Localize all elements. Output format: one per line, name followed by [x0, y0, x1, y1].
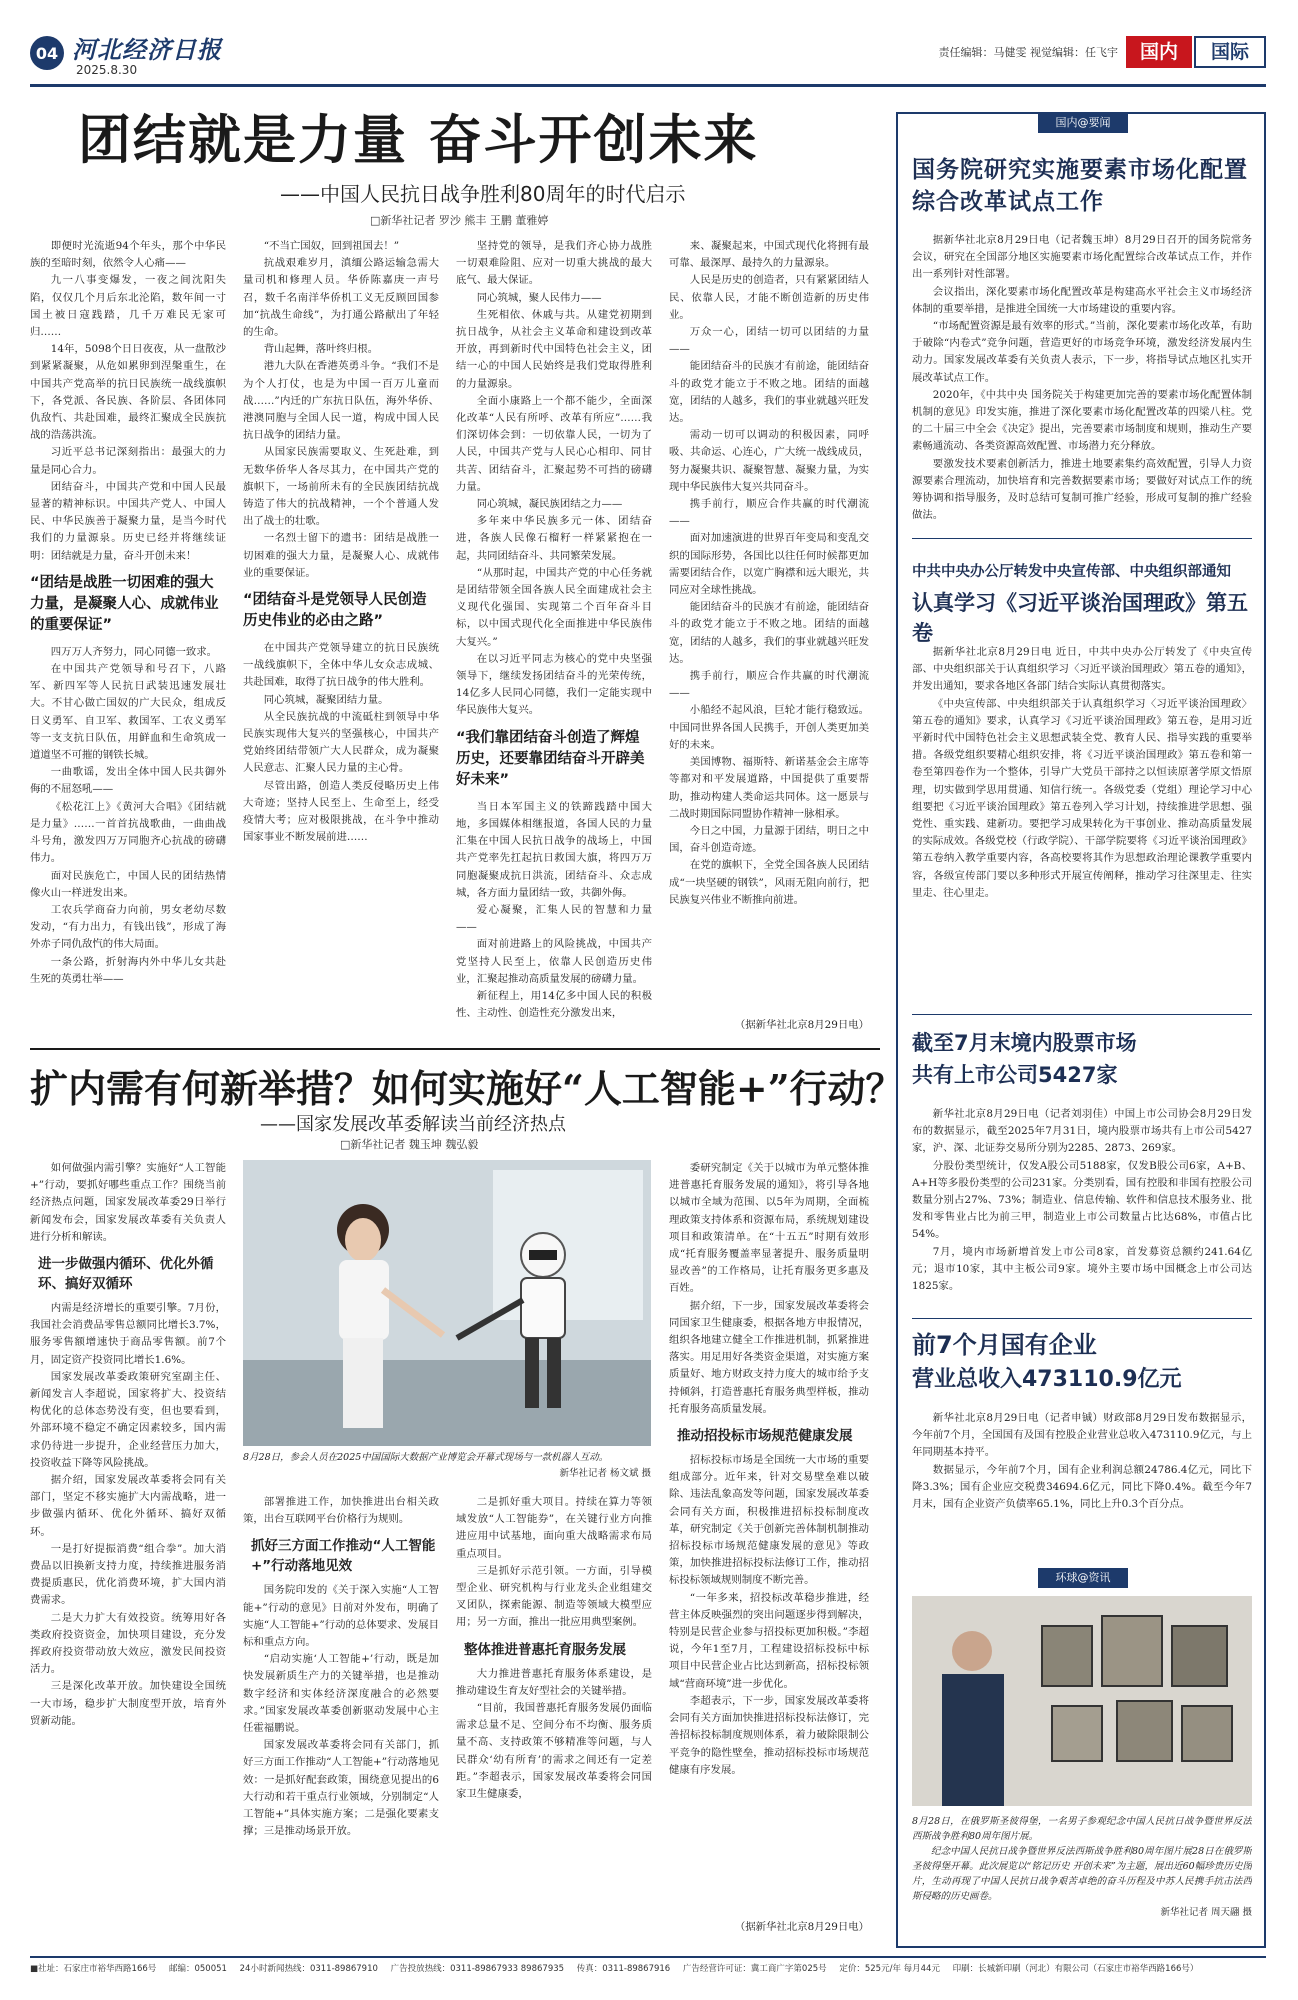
- section-tab-domestic: 国内: [1126, 36, 1192, 68]
- lead-subtitle: ——中国人民抗日战争胜利80周年的时代启示: [280, 182, 686, 206]
- lead-para: 携手前行，顺应合作共赢的时代潮流——: [669, 670, 869, 700]
- sidebar-tag-domestic: 国内@要闻: [1038, 113, 1128, 133]
- second-byline: □新华社记者 魏玉坤 魏弘毅: [340, 1138, 479, 1151]
- exhibition-caption-a: 8月28日，在俄罗斯圣彼得堡，一名男子参观纪念中国人民抗日战争暨世界反法西斯战争胜利80周年图片展。: [912, 1816, 1252, 1842]
- lead-para: 人民是历史的创造者，只有紧紧团结人民、依靠人民，才能不断创造新的历史伟业。: [669, 274, 869, 321]
- footer-item: 传真：0311-89867916: [576, 1964, 671, 1974]
- second-para: 部署推进工作，加快推进出台相关政策，出台互联网平台价格行为规则。: [243, 1496, 439, 1526]
- footer-item: 定价：525元/年 每月44元: [839, 1964, 940, 1974]
- lead-para: 《松花江上》《黄河大合唱》《团结就是力量》……一首首抗战歌曲，一曲曲战斗号角，激发四万万同胞齐心抗战的磅礴伟力。: [30, 800, 226, 865]
- footer-item: 24小时新闻热线：0311-89867910: [239, 1964, 378, 1974]
- lead-para: 在党的旗帜下，全党全国各族人民团结成“一块坚硬的钢铁”，风雨无阻向前行，把民族复兴伟业不断推向前进。: [669, 859, 869, 906]
- lead-column-4: [669, 238, 869, 1038]
- lead-para: 全面小康路上一个都不能少，全面深化改革“人民有所呼、改革有所应”……我们深切体会到：一切依靠人民，一切为了人民，中国共产党与人民心心相印、同甘共苦、团结奋斗，汇聚起势不可挡的磅礴力量。: [456, 394, 652, 493]
- second-column-2: [243, 1494, 439, 1940]
- second-para: 大力推进普惠托育服务体系建设，是推动建设生育友好型社会的关键举措。: [456, 1667, 652, 1697]
- second-column-3: [456, 1494, 652, 1940]
- lead-quote-heading-1: “团结是战胜一切困难的强大力量，是凝聚人心、成就伟业的重要保证”: [30, 574, 219, 633]
- lead-column-2: [243, 238, 439, 1038]
- news2-title-a: 中共中央办公厅转发中央宣传部、中央组织部通知: [912, 564, 1231, 580]
- lead-para: 一名烈士留下的遗书：团结是战胜一切困难的强大力量，是凝聚人心、成就伟业的重要保证。: [243, 532, 439, 579]
- lead-column-3: [456, 238, 652, 1038]
- issue-date: 2025.8.30: [76, 63, 138, 77]
- sidebar-divider: [912, 538, 1252, 539]
- second-column-1: [30, 1160, 226, 1940]
- lead-para: 同心筑城，凝聚团结力量。: [263, 693, 389, 706]
- exhibition-photo: [912, 1596, 1252, 1806]
- exhibition-caption: [912, 1814, 1252, 1942]
- second-para: 如何做强内需引擎？实施好“人工智能+”行动，要抓好哪些重点工作？围绕当前经济热点问题，国家发展改革委29日举行新闻发布会，国家发展改革委有关负责人进行分析和解读。: [30, 1162, 226, 1243]
- footer: [30, 1962, 1266, 1974]
- second-subtitle: ——国家发展改革委解读当前经济热点: [260, 1114, 566, 1135]
- section-tab-international: 国际: [1194, 36, 1266, 68]
- news4-body: [912, 1410, 1252, 1560]
- lead-para: 14年，5098个日日夜夜，从一盘散沙到紧紧凝聚，从危如累卵到涅槃重生，在中国共产党高举的抗日民族统一战线旗帜下，各党派、各民族、各阶层、各团体同仇敌忾、共赴国难，最终汇聚成全民族抗战的浩荡洪流。: [30, 343, 226, 442]
- lead-para: 需动一切可以调动的积极因素，同呼吸、共命运、心连心，广大统一战线成员，努力凝聚共识、凝聚智慧、凝聚力量，为实现中华民族伟大复兴共同奋斗。: [669, 429, 869, 493]
- news3-para: 7月，境内市场新增首发上市公司8家，首发募资总额约241.64亿元；退市10家，其中主板公司9家。境外主要市场中国概念上市公司达1825家。: [912, 1245, 1252, 1293]
- footer-rule: [30, 1956, 1266, 1958]
- second-para: 据介绍，下一步，国家发展改革委将会同国家卫生健康委，根据各地方申报情况，组织各地建立健全工作推进机制，抓紧推进落实。用足用好各类资金渠道，对实施方案质量好、地方财政支持力度大的城市给予支持倾斜，打造普惠托育服务典型样板，推动托育服务高质量发展。: [669, 1299, 869, 1415]
- lead-para: 面对民族危亡，中国人民的团结热情像火山一样迸发出来。: [30, 869, 226, 899]
- second-para: 二是大力扩大有效投资。统筹用好各类政府投资资金，加快项目建设，充分发挥政府投资带动放大效应，激发民间投资活力。: [30, 1611, 226, 1676]
- news1-para: 会议指出，深化要素市场化配置改革是构建高水平社会主义市场经济体制的重要举措，是推进全国统一大市场建设的重要内容。: [912, 285, 1252, 315]
- news2-para: 据新华社北京8月29日电 近日，中共中央办公厅转发了《中央宣传部、中央组织部关于认真组织学习〈习近平谈治国理政〉第五卷的通知》，并发出通知，要求各地区各部门结合实际认真贯彻落实。: [912, 646, 1252, 693]
- second-subheading-1: 进一步做强内循环、优化外循环、搞好双循环: [38, 1256, 214, 1293]
- news1-para: “市场配置资源是最有效率的形式。”当前，深化要素市场化改革，有助于破除“内卷式”竞争问题，营造更好的市场竞争环境，激发经济发展内生动力。国家发展改革委有关负责人表示，下一步，将指导试点地区扎实开展改革试点工作。: [912, 320, 1252, 384]
- second-para: “启动实施‘人工智能+’行动，既是加快发展新质生产力的关键举措，也是推动数字经济和实体经济深度融合的必然要求。”国家发展改革委创新驱动发展中心主任霍福鹏说。: [243, 1653, 439, 1735]
- section-divider: [30, 1048, 880, 1050]
- news2-body: [912, 644, 1252, 1004]
- robot-photo-illustration: [243, 1160, 651, 1446]
- lead-para: 习近平总书记深刻指出：最强大的力量是同心合力。: [30, 446, 226, 476]
- lead-para: 来、凝聚起来，中国式现代化将拥有最可靠、最深厚、最持久的力量源泉。: [669, 240, 869, 270]
- lead-para: 面对加速演进的世界百年变局和变乱交织的国际形势，各国比以往任何时候都更加需要团结合作，以宽广胸襟和远大眼光，共同应对全球性挑战。: [669, 532, 869, 597]
- news4-para: 数据显示，今年前7个月，国有企业利润总额24786.4亿元，同比下降3.3%；国有企业应交税费34694.6亿元，同比下降0.4%。截至今年7月末，国有企业资产负债率65.1%，同比上升0.3个百分点。: [912, 1463, 1252, 1511]
- lead-para: “不当亡国奴，回到祖国去！”: [263, 240, 400, 252]
- lead-para: 同心筑城，凝民族团结之力——: [476, 498, 623, 511]
- news1-body: [912, 232, 1252, 528]
- editors-line: 责任编辑：马健雯 视觉编辑：任飞宇: [938, 46, 1118, 59]
- second-para: “目前，我国普惠托育服务发展仍面临需求总量不足、空间分布不均衡、服务质量不高、支持政策不够精准等问题，与人民群众‘幼有所育’的需求之间还有一定差距。”李超表示，国家发展改革委将会同国家卫生健康委，: [456, 1702, 652, 1801]
- news3-title-a: 截至7月末境内股票市场: [912, 1031, 1137, 1055]
- news1-para: 要激发技术要素创新活力，推进土地要素集约高效配置，引导人力资源要素合理流动，加快培育和完善数据要素市场；要做好对试点工作的统筹协调和指导服务，及时总结可复制可推广经验，形成可复制的推广经验做法。: [912, 457, 1252, 522]
- lead-para: 即便时光流逝94个年头，那个中华民族的至暗时刻，依然令人心痛——: [30, 240, 226, 270]
- sidebar-divider: [912, 1014, 1252, 1015]
- news2-title-b: 认真学习《习近平谈治国理政》第五卷: [912, 591, 1248, 645]
- news3-title-b: 共有上市公司5427家: [912, 1063, 1118, 1087]
- lead-headline: 团结就是力量 奋斗开创未来: [78, 109, 759, 171]
- lead-para: 小船经不起风浪，巨轮才能行稳致远。中国同世界各国人民携手，开创人类更加美好的未来。: [669, 704, 869, 751]
- exhibition-photo-credit: 新华社记者 周天翮 摄: [1160, 1907, 1252, 1918]
- second-subheading-3: 整体推进普惠托育服务发展: [464, 1641, 626, 1658]
- lead-quote-heading-3: “我们靠团结奋斗创造了辉煌历史，还要靠团结奋斗开辟美好未来”: [456, 729, 645, 788]
- lead-para: 港九大队在香港英勇斗争。“我们不是为个人打仗，也是为中国一百万儿童而战……”内迁的广东抗日队伍，海外华侨、港澳同胞与全国人民一道，构成中国人民抗日战争的团结力量。: [243, 360, 439, 442]
- lead-byline: □新华社记者 罗沙 熊丰 王鹏 董雅婷: [370, 214, 549, 227]
- page-number-badge: [30, 36, 64, 70]
- news1-para: 2020年，《中共中央 国务院关于构建更加完善的要素市场化配置体制机制的意见》印发实施，推进了深化要素市场化配置改革的四梁八柱。党的二十届三中全会《决定》提出，完善要素市场制度和规则，推动生产要素畅通流动、各类资源高效配置、市场潜力充分释放。: [912, 388, 1252, 453]
- robot-interaction-photo: [243, 1160, 651, 1446]
- lead-column-1: [30, 238, 226, 1038]
- lead-para: 爱心凝聚，汇集人民的智慧和力量——: [456, 903, 652, 934]
- second-story: [30, 1054, 904, 1944]
- lead-para: 四万万人齐努力，同心同德一致求。: [50, 645, 218, 658]
- second-para: 三是抓好示范引领。一方面，引导模型企业、研究机构与行业龙头企业组建交叉团队，探索能源、制造等领域大模型应用；另一方面，推出一批应用典型案例。: [456, 1564, 652, 1629]
- exhibition-caption-b: 纪念中国人民抗日战争暨世界反法西斯战争胜利80周年图片展28日在俄罗斯圣彼得堡开幕。此次展览以“铭记历史 开创未来”为主题，展出近60幅珍贵历史图片，生动再现了中国人民抗日战争艰苦卓绝的奋斗历程及中苏人民携手抗击法西斯侵略的历史画卷。: [912, 1846, 1252, 1902]
- second-para: “一年多来，招投标改革稳步推进，经营主体反映强烈的突出问题逐步得到解决，特别是民营企业参与招投标更加积极。”李超说，今年1至7月，工程建设招标投标中标项目中民营企业占比达到新高，招标投标领域“营商环境”进一步优化。: [669, 1591, 869, 1690]
- sidebar: [896, 112, 1266, 1948]
- footer-item: 广告经营许可证：冀工商广字第025号: [682, 1964, 827, 1974]
- lead-para: 新征程上，用14亿多中国人民的积极性、主动性、创造性充分激发出来，: [456, 989, 652, 1020]
- lead-para: 同心筑城，聚人民伟力——: [476, 291, 602, 304]
- exhibition-photo-illustration: [912, 1596, 1252, 1806]
- lead-quote-heading-2: “团结奋斗是党领导人民创造历史伟业的必由之路”: [243, 592, 427, 630]
- sidebar-tag-world: 环球@资讯: [1038, 1568, 1128, 1588]
- news1-para: 据新华社北京8月29日电（记者魏玉坤）8月29日召开的国务院常务会议，研究在全国部分地区实施要素市场化配置综合改革试点工作，并作出一系列针对性部署。: [912, 234, 1252, 281]
- lead-para: 生死相依、休戚与共。从建党初期到抗日战争，从社会主义革命和建设到改革开放，再到新时代中国特色社会主义，团结一心的中国人民始终是我们党取得胜利的力量源泉。: [456, 308, 652, 390]
- second-para: 委研究制定《关于以城市为单元整体推进普惠托育服务发展的通知》，将引导各地以城市全域为范围、以5年为周期，全面梳理政策支持体系和资源布局，系统规划建设项目和政策清单。在“十五五”时期有效形成“托育服务覆盖率显著提升、服务质量明显改善”的工作格局，让托育服务更多惠及百姓。: [669, 1162, 869, 1295]
- lead-para: 面对前进路上的风险挑战，中国共产党坚持人民至上，依靠人民创造历史伟业，汇聚起推动高质量发展的磅礴力量。: [456, 938, 652, 985]
- robot-photo-caption: [243, 1450, 651, 1479]
- second-para: 国家发展改革委政策研究室副主任、新闻发言人李超说，国家将扩大、投资结构优化的总体态势没有变，但也要看到，外部环境不稳定不确定因素较多，国内需求仍待进一步提升，企业经营压力加大，投资收益下降等风险挑战。: [30, 1370, 226, 1469]
- second-para: 一是打好提振消费“组合拳”。加大消费品以旧换新支持力度，持续推进服务消费提质惠民，优化消费环境，扩大国内消费需求。: [30, 1542, 226, 1607]
- masthead: [30, 30, 1266, 82]
- lead-story: [30, 92, 880, 1042]
- footer-item: 邮编：050051: [168, 1964, 227, 1974]
- second-para: 招标投标市场是全国统一大市场的重要组成部分。近年来，针对交易壁垒难以破除、违法乱象高发等问题，国家发展改革委会同有关方面，积极推进招标投标制度改革，研究制定《关于创新完善体制机制推动招标投标市场规范健康发展的意见》等政策，加快推进招标投标法修订工作，推动招标投标领域规则制度不断完善。: [669, 1454, 869, 1587]
- second-para: 国务院印发的《关于深入实施“人工智能+”行动的意见》日前对外发布，明确了实施“人工智能+”行动的总体要求、发展目标和重点方向。: [243, 1584, 439, 1649]
- lead-para: 工农兵学商奋力向前，男女老幼尽数发动，“有力出力，有钱出钱”，形成了海外赤子同仇敌忾的伟大局面。: [30, 903, 226, 951]
- lead-para: 从全民族抗战的中流砥柱到领导中华民族实现伟大复兴的坚强核心，中国共产党始终团结带领广大人民群众，成为凝聚人民意志、汇聚人民力量的主心骨。: [243, 710, 439, 775]
- lead-para: 一条公路，折射海内外中华儿女共赴生死的英勇壮举——: [30, 955, 226, 985]
- news4-title-b: 营业总收入473110.9亿元: [912, 1367, 1182, 1392]
- lead-para: 抗战艰难岁月，滇缅公路运输急需大量司机和修理人员。华侨陈嘉庚一声号召，数千名南洋华侨机工义无反顾回国参加“抗战生命线”，为打通公路献出了年轻的生命。: [243, 257, 439, 339]
- lead-para: 当日本军国主义的铁蹄践踏中国大地，多国媒体相继报道，各国人民的力量汇集在中国人民抗日战争的战场上，中国共产党率先扛起抗日救国大旗，将四万万同胞凝聚成抗日洪流，团结奋斗、众志成城，各方面力量团结一致，共御外侮。: [456, 800, 652, 899]
- lead-para: 多年来中华民族多元一体、团结奋进，各族人民像石榴籽一样紧紧抱在一起，共同团结奋斗、共同繁荣发展。: [456, 515, 652, 562]
- second-subheading-4: 推动招投标市场规范健康发展: [677, 1428, 853, 1445]
- footer-item: ■社址：石家庄市裕华西路166号: [30, 1964, 157, 1974]
- lead-para: 在以习近平同志为核心的党中央坚强领导下，继续发扬团结奋斗的光荣传统，14亿多人民同心同德，我们一定能实现中华民族伟大复兴。: [456, 652, 652, 717]
- second-para: 李超表示，下一步，国家发展改革委将会同有关方面加快推进招标投标法修订，完善招标投标制度规则体系，着力破除限制公平竞争的隐性壁垒，推动招标投标市场规范健康有序发展。: [669, 1694, 869, 1776]
- footer-item: 印刷：长城新印刷（河北）有限公司（石家庄市裕华西路166号）: [952, 1964, 1199, 1974]
- news3-body: [912, 1106, 1252, 1312]
- second-para: 内需是经济增长的重要引擎。7月份，我国社会消费品零售总额同比增长3.7%，服务零售额增速快于商品零售额。前7个月，固定资产投资同比增长1.6%。: [30, 1302, 226, 1366]
- lead-para: 一曲歌谣，发出全体中国人民共御外侮的不屈怒吼——: [30, 766, 226, 796]
- second-para: 二是抓好重大项目。持续在算力等领域发放“人工智能券”，在关键行业方向推进应用中试基地，面向重大战略需求布局重点项目。: [456, 1496, 652, 1560]
- news1-title: 国务院研究实施要素市场化配置综合改革试点工作: [912, 157, 1248, 215]
- second-para: 国家发展改革委将会同有关部门，抓好三方面工作推动“人工智能+”行动落地见效：一是抓好配套政策，围绕意见提出的6大行动和若干重点行业领域，分别制定“人工智能+”具体实施方案；二是强化要素支撑；三是推动场景开放。: [243, 1739, 439, 1838]
- lead-para: 团结奋斗，中国共产党和中国人民最显著的精神标识。中国共产党人、中国人民、中华民族善于凝聚力量，是当今时代我们的力量源泉。历史已经并将继续证明：团结就是力量，奋斗开创未来！: [30, 480, 226, 562]
- second-headline: 扩内需有何新举措？如何实施好“人工智能+”行动？: [30, 1066, 904, 1111]
- second-para: 三是深化改革开放。加快建设全国统一大市场，稳步扩大制度型开放，培育外贸新动能。: [30, 1680, 226, 1727]
- lead-para: 从国家民族需要取义、生死赴难，到无数华侨华人各尽其力，在中国共产党的旗帜下，一场前所未有的全民族团结抗战铸造了伟大的抗战精神，一个个普通人发出了战士的壮歌。: [243, 446, 439, 528]
- second-credit: （据新华社北京8月29日电）: [734, 1921, 869, 1933]
- lead-para: 能团结奋斗的民族才有前途，能团结奋斗的政党才能立于不败之地。团结的面越宽，团结的人越多，我们的事业就越兴旺发达。: [669, 601, 869, 665]
- photo-caption-text: 8月28日，参会人员在2025中国国际大数据产业博览会开幕式现场与一款机器人互动。: [243, 1452, 609, 1463]
- lead-para: 背山起舞，落叶终归根。: [263, 343, 379, 356]
- lead-para: 今日之中国，力量源于团结，明日之中国，奋斗创造奇迹。: [669, 824, 869, 855]
- second-subheading-2: 抓好三方面工作推动“人工智能+”行动落地见效: [251, 1538, 436, 1575]
- second-column-4: [669, 1160, 869, 1940]
- news4-title-a: 前7个月国有企业: [912, 1331, 1097, 1359]
- lead-para: 万众一心，团结一切可以团结的力量——: [669, 326, 869, 356]
- lead-para: 坚持党的领导，是我们齐心协力战胜一切艰难险阻、应对一切重大挑战的最大底气、最大保证。: [456, 240, 652, 287]
- news3-para: 分股份类型统计，仅发A股公司5188家，仅发B股公司6家，A+B、A+H等多股份类型的公司231家。分类别看，国有控股和非国有控股公司数量分别占27%、73%；制造业、信息传输、软件和信息技术服务业、批发和零售业占比为前三甲，制造业上市公司数量占比达68%，市值占比54%。: [912, 1159, 1252, 1241]
- lead-para: 在中国共产党领导和号召下，八路军、新四军等人民抗日武装迅速发展壮大。不甘心做亡国奴的广大民众，组成反日义勇军、自卫军、救国军、工农义勇军等一支支抗日队伍，用鲜血和生命筑成一道道坚不可摧的钢铁长城。: [30, 663, 226, 762]
- footer-item: 广告投放热线：0311-89867933 89867935: [390, 1964, 565, 1974]
- page-number: 04: [35, 43, 59, 63]
- photo-credit: 新华社记者 杨文斌 摄: [559, 1468, 651, 1479]
- masthead-rule: [30, 84, 1266, 87]
- lead-credit: （据新华社北京8月29日电）: [734, 1019, 869, 1031]
- lead-para: 在中国共产党领导建立的抗日民族统一战线旗帜下，全体中华儿女众志成城、共赴国难，取得了抗日战争的伟大胜利。: [243, 642, 439, 689]
- lead-para: 美国博物、福斯特、新诺基金会主席等等都对和平发展道路，中国提供了重要帮助，推动构建人类命运共同体。这一愿景与二战时期国际同盟协作精神一脉相承。: [669, 756, 869, 820]
- lead-para: 携手前行，顺应合作共赢的时代潮流——: [669, 498, 869, 528]
- news2-para: 《中央宣传部、中央组织部关于认真组织学习〈习近平谈治国理政〉第五卷的通知》要求，认真学习《习近平谈治国理政》第五卷，是用习近平新时代中国特色社会主义思想武装全党、教育人民、指导实践的重要举措。各级党组织要精心组织安排，将《习近平谈治国理政》第五卷和第一卷至第四卷作为一个整体，引导广大党员干部持之以恒读原著学原文悟原理，切实做到学思用贯通、知信行统一。各级党委（党组）理论学习中心组要把《习近平谈治国理政》第五卷列入学习计划，持续推进学思想、强党性、重实践、建新功。要把学习成果转化为干事创业、推动高质量发展的实际成效。各级党校（行政学院）、干部学院要将《习近平谈治国理政》第五卷纳入教学重要内容，各高校要将其作为思想政治理论课教学重要内容，各级宣传部门要以多种形式开展宣传阐释，推动学习往深里走、往实里走、往心里走。: [912, 697, 1252, 899]
- second-para: 据介绍，国家发展改革委将会同有关部门，坚定不移实施扩大内需战略，进一步做强内循环、优化外循环、搞好双循环。: [30, 1474, 226, 1538]
- news4-para: 新华社北京8月29日电（记者申铖）财政部8月29日发布数据显示，今年前7个月，全国国有及国有控股企业营业总收入473110.9亿元，与上年同期基本持平。: [912, 1412, 1252, 1459]
- lead-para: “从那时起，中国共产党的中心任务就是团结带领全国各族人民全面建成社会主义现代化强国、实现第二个百年奋斗目标，以中国式现代化全面推进中华民族伟大复兴。”: [456, 566, 652, 648]
- lead-para: 尽管出路，创造人类反侵略历史上伟大奇迹；坚持人民至上、生命至上，经受疫情大考；应对极限挑战，在斗争中推动国家事业不断发展前进……: [243, 779, 439, 844]
- paper-name: 河北经济日报: [72, 35, 222, 64]
- sidebar-divider: [912, 1318, 1252, 1319]
- lead-para: 能团结奋斗的民族才有前途，能团结奋斗的政党才能立于不败之地。团结的面越宽，团结的人越多，我们的事业就越兴旺发达。: [669, 360, 869, 425]
- news3-para: 新华社北京8月29日电（记者刘羽佳）中国上市公司协会8月29日发布的数据显示，截至2025年7月31日，境内股票市场共有上市公司5427家，沪、深、北证券交易所分别为2285、2873、269家。: [912, 1108, 1252, 1155]
- lead-para: 九一八事变爆发，一夜之间沈阳失陷，仅仅几个月后东北沦陷，数年间一寸国土被日寇践踏，几千万难民无家可归……: [30, 274, 226, 339]
